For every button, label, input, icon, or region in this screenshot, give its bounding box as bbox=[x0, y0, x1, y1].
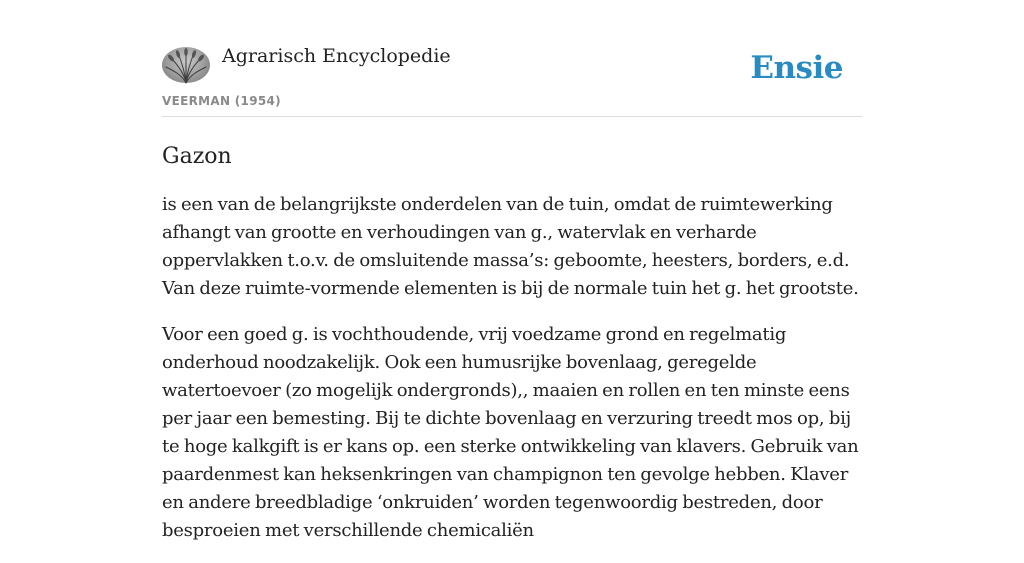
entry-header bbox=[162, 0, 862, 117]
entry-container bbox=[162, 0, 862, 563]
entry-paragraph: is een van de belangrijkste onderdelen van de tuin, omdat de ruimtewerking afhangt van grootte en verhoudingen van g., watervlak en verharde oppervlakken t.o.v. de omsluitende massa’s: geboomte, heesters, borders, e.d. Van deze ruimte-vormende elementen is bij de normale tuin het g. het grootste. bbox=[162, 194, 859, 299]
entry-body bbox=[162, 191, 862, 545]
entry-title: Gazon bbox=[162, 144, 232, 169]
book-author-year: VEERMAN (1954) bbox=[162, 94, 281, 108]
wheat-sheaf-icon[interactable] bbox=[162, 47, 210, 83]
ensie-logo-link[interactable]: Ensie bbox=[750, 50, 843, 86]
entry-paragraph: Voor een goed g. is vochthoudende, vrij voedzame grond en regelmatig onderhoud noodzakelijk. Ook een humusrijke bovenlaag, geregelde watertoevoer (zo mogelijk ondergronds),, maaien en rollen en ten minste eens per jaar een bemesting. Bij te dichte bovenlaag en verzuring treedt mos op, bij te hoge kalkgift is er kans op. een sterke ontwikkeling van klavers. Gebruik van paardenmest kan heksenkringen van champignon ten gevolge hebben. Klaver en andere breedbladige ‘onkruiden’ worden tegenwoordig bestreden, door besproeien met verschillende chemicaliën bbox=[162, 324, 859, 541]
book-title-link[interactable]: Agrarisch Encyclopedie bbox=[222, 45, 451, 67]
